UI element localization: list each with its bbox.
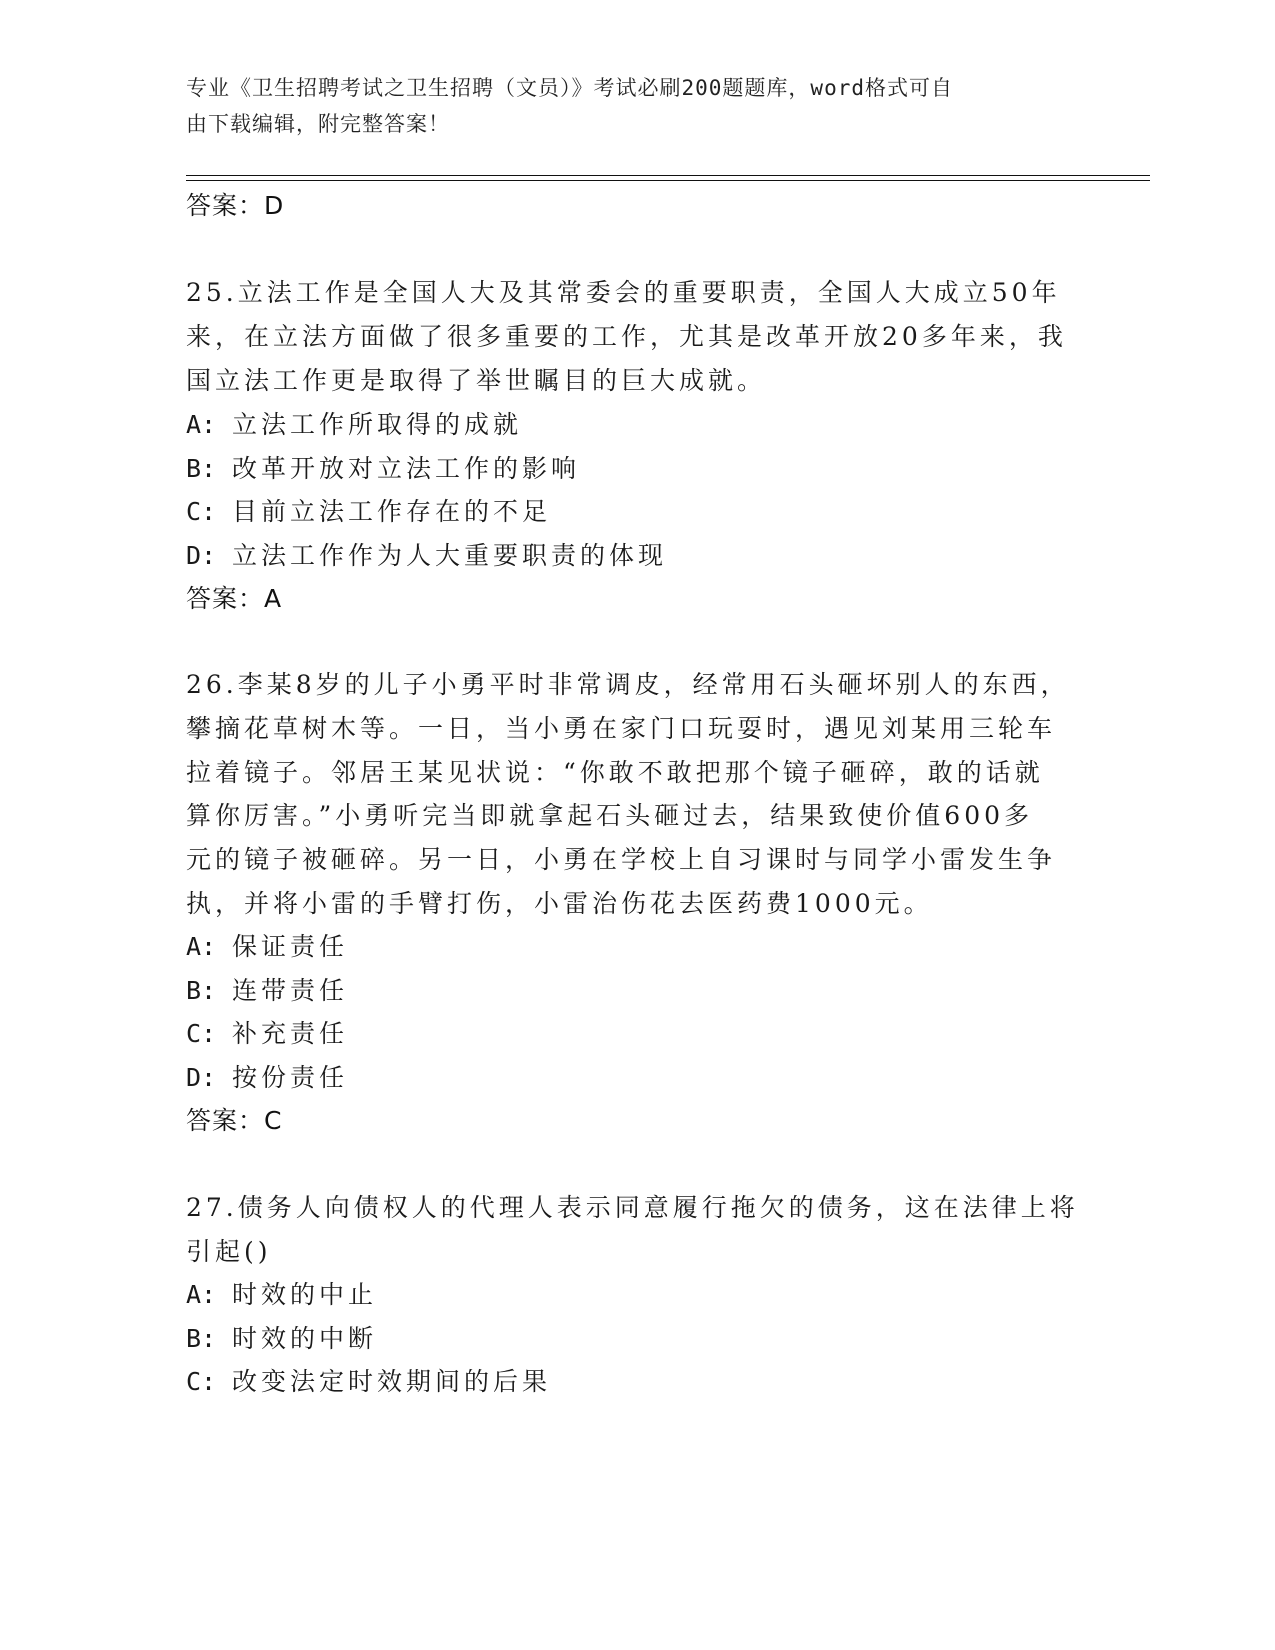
option-letter: D: bbox=[186, 541, 217, 570]
question-26-line-4: 算你厉害。”小勇听完当即就拿起石头砸过去，结果致使价值600多 bbox=[186, 801, 1034, 830]
option-letter: A: bbox=[186, 410, 217, 439]
question-26-option-c bbox=[186, 1014, 348, 1050]
header-line-2: 由下载编辑，附完整答案！ bbox=[186, 112, 450, 136]
question-26-line-6: 执，并将小雷的手臂打伤，小雷治伤花去医药费1000元。 bbox=[186, 889, 933, 918]
question-26-line-1: 26.李某8岁的儿子小勇平时非常调皮，经常用石头砸坏别人的东西， bbox=[186, 670, 1070, 699]
option-letter: B: bbox=[186, 454, 217, 483]
question-27-line-2: 引起() bbox=[186, 1237, 272, 1266]
header-divider-top bbox=[186, 175, 1150, 176]
question-26-line-3: 拉着镜子。邻居王某见状说：“你敢不敢把那个镜子砸碎，敢的话就 bbox=[186, 758, 1044, 787]
question-26-line-5: 元的镜子被砸碎。另一日，小勇在学校上自习课时与同学小雷发生争 bbox=[186, 845, 1057, 874]
option-letter: A: bbox=[186, 932, 217, 961]
question-25-option-d bbox=[186, 536, 667, 572]
question-26-option-d bbox=[186, 1058, 348, 1094]
option-text: 按份责任 bbox=[232, 1063, 349, 1092]
option-letter: C: bbox=[186, 497, 217, 526]
question-27-option-a bbox=[186, 1275, 377, 1311]
option-text: 保证责任 bbox=[232, 932, 349, 961]
option-text: 连带责任 bbox=[232, 976, 349, 1005]
header-divider-bottom bbox=[186, 180, 1150, 181]
option-text: 改变法定时效期间的后果 bbox=[232, 1367, 552, 1396]
option-letter: B: bbox=[186, 976, 217, 1005]
option-text: 时效的中止 bbox=[232, 1280, 378, 1309]
question-27-line-1: 27.债务人向债权人的代理人表示同意履行拖欠的债务，这在法律上将 bbox=[186, 1193, 1079, 1222]
option-text: 立法工作作为人大重要职责的体现 bbox=[232, 541, 668, 570]
document-header bbox=[186, 70, 1066, 142]
option-text: 目前立法工作存在的不足 bbox=[232, 497, 552, 526]
question-25-line-2: 来，在立法方面做了很多重要的工作，尤其是改革开放20多年来，我 bbox=[186, 322, 1067, 351]
header-line-1: 专业《卫生招聘考试之卫生招聘（文员）》考试必刷200题题库，word格式可自 bbox=[186, 76, 953, 100]
question-25-option-c bbox=[186, 492, 551, 528]
option-letter: D: bbox=[186, 1063, 217, 1092]
question-26-option-a bbox=[186, 927, 348, 963]
answer-25: 答案：A bbox=[186, 584, 283, 613]
answer-24: 答案：D bbox=[186, 191, 285, 220]
question-25-option-a bbox=[186, 405, 522, 441]
option-letter: C: bbox=[186, 1019, 217, 1048]
question-26-option-b bbox=[186, 971, 348, 1007]
question-26-line-2: 攀摘花草树木等。一日，当小勇在家门口玩耍时，遇见刘某用三轮车 bbox=[186, 714, 1057, 743]
question-25-option-b bbox=[186, 449, 580, 485]
option-letter: C: bbox=[186, 1367, 217, 1396]
option-letter: A: bbox=[186, 1280, 217, 1309]
option-text: 时效的中断 bbox=[232, 1324, 378, 1353]
question-27-option-c bbox=[186, 1362, 551, 1398]
question-25-line-1: 25.立法工作是全国人大及其常委会的重要职责，全国人大成立50年 bbox=[186, 278, 1061, 307]
answer-26: 答案：C bbox=[186, 1106, 283, 1135]
question-25-line-3: 国立法工作更是取得了举世瞩目的巨大成就。 bbox=[186, 366, 767, 395]
option-text: 立法工作所取得的成就 bbox=[232, 410, 523, 439]
question-27-option-b bbox=[186, 1319, 377, 1355]
option-letter: B: bbox=[186, 1324, 217, 1353]
option-text: 改革开放对立法工作的影响 bbox=[232, 454, 581, 483]
option-text: 补充责任 bbox=[232, 1019, 349, 1048]
